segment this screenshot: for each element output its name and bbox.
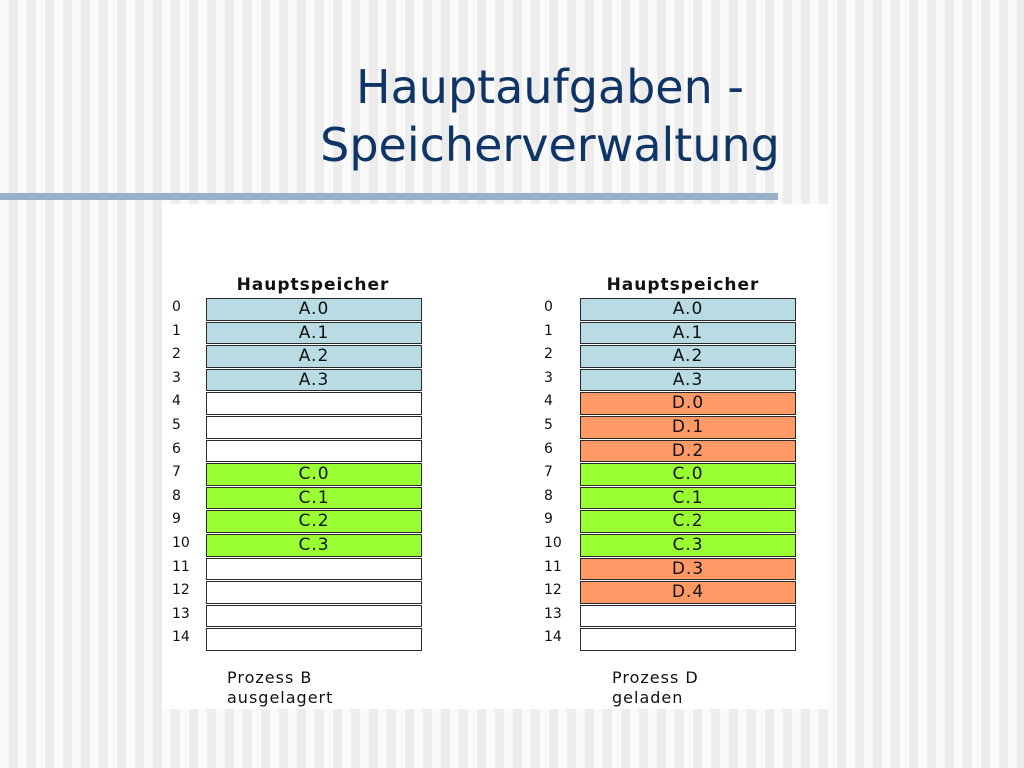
memory-cell: C.1	[206, 487, 422, 510]
memory-cell	[580, 628, 796, 651]
memory-address: 0	[544, 299, 553, 315]
memory-cell: A.2	[206, 345, 422, 368]
memory-address: 13	[544, 605, 562, 622]
memory-address: 3	[172, 369, 181, 386]
memory-cell: A.0	[206, 298, 422, 321]
memory-cell	[206, 605, 422, 628]
caption-line-1: Prozess D	[612, 668, 699, 687]
memory-address: 2	[544, 346, 553, 363]
memory-cell: C.2	[580, 510, 796, 533]
memory-cell: D.0	[580, 392, 796, 415]
memory-cell: C.3	[206, 534, 422, 557]
memory-address: 7	[172, 464, 181, 481]
memory-cell	[206, 392, 422, 415]
memory-cell: D.2	[580, 440, 796, 463]
memory-address: 10	[172, 534, 190, 551]
memory-cell: D.1	[580, 416, 796, 439]
memory-address: 6	[172, 440, 181, 457]
memory-address: 14	[172, 629, 190, 646]
memory-cell	[206, 416, 422, 439]
memory-cell: A.2	[580, 345, 796, 368]
slide-title-line-2: Speicherverwaltung	[320, 118, 780, 172]
title-divider	[0, 193, 778, 200]
memory-cell: C.1	[580, 487, 796, 510]
caption-line-2: geladen	[612, 688, 684, 707]
memory-cell: D.3	[580, 558, 796, 581]
memory-address: 3	[544, 369, 553, 386]
memory-cell: A.1	[206, 322, 422, 345]
memory-address: 8	[544, 487, 553, 504]
memory-cell: A.1	[580, 322, 796, 345]
memory-cell	[206, 581, 422, 604]
memory-address: 1	[172, 322, 181, 339]
memory-address: 9	[544, 511, 553, 528]
memory-address: 1	[544, 322, 553, 339]
memory-address: 11	[544, 558, 562, 575]
memory-address: 12	[544, 582, 562, 599]
memory-address: 14	[544, 629, 562, 646]
memory-cell: A.3	[206, 369, 422, 392]
memory-address: 7	[544, 464, 553, 481]
memory-address: 4	[172, 393, 181, 410]
memory-cell	[206, 558, 422, 581]
memory-header: Hauptspeicher	[236, 275, 390, 295]
memory-cell: C.2	[206, 510, 422, 533]
memory-cell: A.3	[580, 369, 796, 392]
memory-address: 6	[544, 440, 553, 457]
memory-address: 0	[172, 299, 181, 315]
slide-title-line-1: Hauptaufgaben -	[356, 60, 744, 114]
caption-line-1: Prozess B	[227, 668, 313, 687]
panel-caption	[227, 668, 447, 708]
memory-address: 13	[172, 605, 190, 622]
memory-cell	[206, 440, 422, 463]
memory-address: 12	[172, 582, 190, 599]
memory-address: 8	[172, 487, 181, 504]
memory-cell: A.0	[580, 298, 796, 321]
panel-caption	[612, 668, 832, 708]
memory-cell: C.3	[580, 534, 796, 557]
memory-cell	[206, 628, 422, 651]
memory-address: 4	[544, 393, 553, 410]
caption-line-2: ausgelagert	[227, 688, 334, 707]
memory-address: 10	[544, 534, 562, 551]
memory-header: Hauptspeicher	[606, 275, 760, 295]
memory-address: 2	[172, 346, 181, 363]
memory-cell: C.0	[206, 463, 422, 486]
memory-cell	[580, 605, 796, 628]
memory-diagram-figure	[162, 204, 829, 709]
slide-title	[250, 58, 850, 174]
memory-address: 11	[172, 558, 190, 575]
memory-cell: D.4	[580, 581, 796, 604]
memory-cell: C.0	[580, 463, 796, 486]
memory-address: 5	[544, 416, 553, 433]
memory-address: 5	[172, 416, 181, 433]
memory-address: 9	[172, 511, 181, 528]
